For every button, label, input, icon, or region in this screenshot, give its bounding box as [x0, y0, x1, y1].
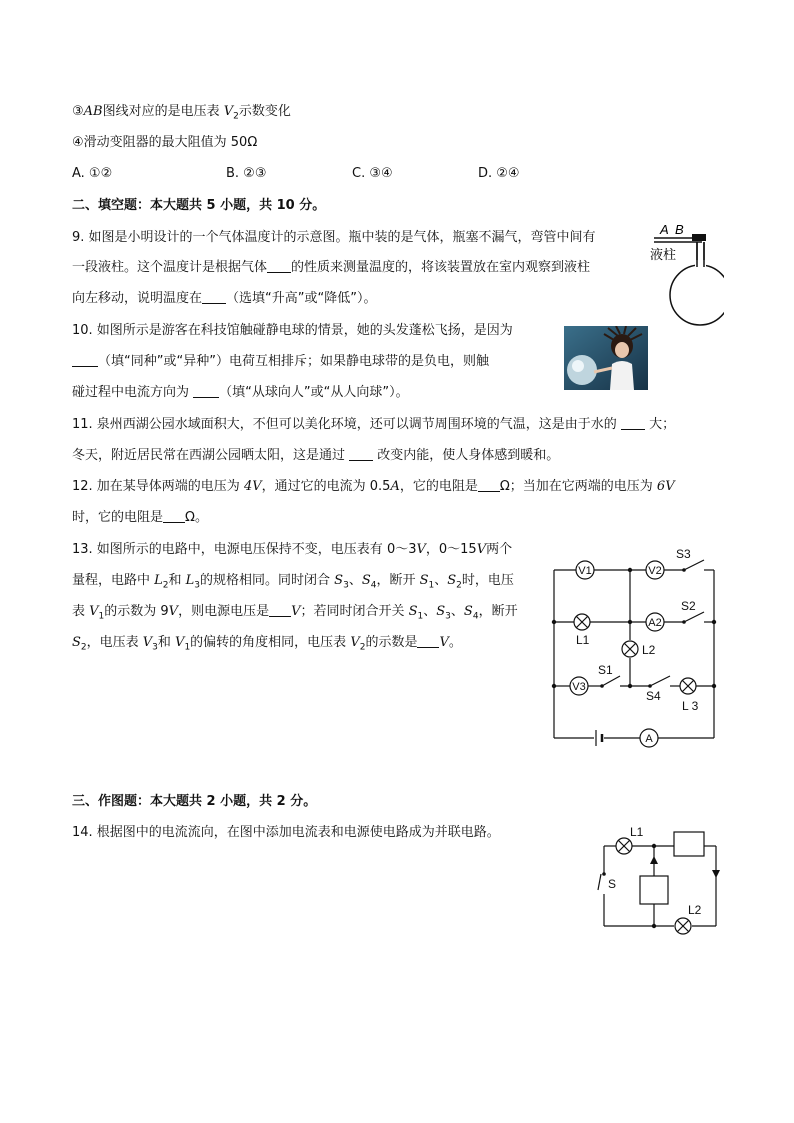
label-l3: L 3 — [682, 699, 699, 713]
q13-line-1: 13. 如图所示的电路中，电源电压保持不变，电压表有 0～3V，0～15V两个 — [72, 542, 513, 557]
q8-option-a: A. ①② — [72, 166, 113, 181]
node — [652, 924, 656, 928]
sub-3: 3 — [343, 580, 349, 591]
node — [652, 844, 656, 848]
switch-s — [598, 874, 601, 890]
sub-1: 1 — [184, 642, 191, 653]
q9-line-2: 一段液柱。这个温度计是根据气体 的性质来测量温度的，将该装置放在室内观察到液柱 — [72, 260, 591, 275]
sub-3: 3 — [152, 642, 158, 653]
switch-pivot — [648, 684, 652, 688]
q8-option-d: D. ②④ — [478, 166, 520, 181]
q8-option-c: C. ③④ — [352, 166, 393, 181]
label-l1: L1 — [630, 825, 644, 839]
q13-blank-1[interactable] — [269, 602, 291, 617]
q12-line-2: 时，它的电阻是 Ω。 — [72, 510, 208, 525]
sub-2: 2 — [162, 580, 169, 591]
q8-option-b: B. ②③ — [226, 166, 267, 181]
body — [610, 361, 634, 390]
q12-blank-1[interactable] — [478, 477, 500, 492]
sub-3: 3 — [445, 611, 451, 622]
node — [552, 620, 556, 624]
node — [712, 684, 716, 688]
label-a: A — [660, 222, 669, 237]
label-v2: V2 — [648, 565, 662, 577]
box-middle — [640, 876, 668, 904]
sub-4: 4 — [472, 611, 479, 622]
section-3-heading: 三、作图题：本大题共 2 小题，共 2 分。 — [72, 794, 317, 809]
node — [628, 684, 632, 688]
gas-thermometer-figure — [640, 222, 724, 326]
label-l2: L2 — [688, 903, 702, 917]
label-v3: V3 — [572, 681, 586, 693]
sub-3: 3 — [194, 580, 201, 591]
ball-highlight — [572, 360, 584, 372]
q9-line-3: 向左移动，说明温度在 （选填“升高”或“降低”）。 — [72, 291, 377, 306]
q11-blank-1[interactable] — [621, 415, 645, 430]
sub-1: 1 — [417, 611, 424, 622]
q10-blank-2[interactable] — [193, 383, 219, 398]
arrow-up-icon — [650, 856, 658, 864]
box-top — [674, 832, 704, 856]
q11-blank-2[interactable] — [349, 446, 373, 461]
sub-1: 1 — [98, 611, 105, 622]
label-s2: S2 — [681, 599, 696, 613]
label-l2: L2 — [642, 643, 656, 657]
q8-item-4: ④滑动变阻器的最大阻值为 50Ω — [72, 135, 258, 150]
switch-s4 — [650, 676, 670, 686]
electrostatic-ball-photo — [564, 326, 648, 390]
node — [552, 684, 556, 688]
sub-2: 2 — [80, 642, 87, 653]
q12-blank-2[interactable] — [163, 508, 185, 523]
q12-line-1: 12. 加在某导体两端的电压为 4V，通过它的电流为 0.5A，它的电阻是 Ω；当加在它两端的电压为 6V — [72, 479, 675, 494]
q10-line-3: 碰过程中电流方向为 （填“从球向人”或“从人向球”）。 — [72, 385, 409, 400]
switch-pivot — [682, 620, 686, 624]
q14-circuit-diagram — [596, 822, 722, 938]
label-s4: S4 — [646, 689, 661, 703]
label-s1: S1 — [598, 663, 613, 677]
q9-blank-2[interactable] — [202, 289, 226, 304]
flask — [670, 265, 724, 325]
label-a2: A2 — [648, 617, 662, 629]
switch-pivot — [600, 684, 604, 688]
label-s3: S3 — [676, 547, 691, 561]
face — [615, 342, 629, 358]
q14-line-1: 14. 根据图中的电流流向，在图中添加电流表和电源使电路成为并联电路。 — [72, 825, 500, 840]
sub-1: 1 — [428, 580, 435, 591]
q10-blank-1[interactable] — [72, 352, 98, 367]
switch-pivot — [682, 568, 686, 572]
switch-s3 — [684, 560, 704, 570]
stopper — [692, 234, 706, 241]
label-l1: L1 — [576, 633, 590, 647]
node — [712, 620, 716, 624]
q10-line-1: 10. 如图所示是游客在科技馆触碰静电球的情景，她的头发蓬松飞扬，是因为 — [72, 323, 513, 338]
switch-s2 — [684, 612, 704, 622]
node — [628, 620, 632, 624]
label-b: B — [675, 222, 684, 237]
arrow-down-icon — [712, 870, 720, 878]
q11-line-2: 冬天，附近居民常在西湖公园晒太阳，这是通过 改变内能，使人身体感到暖和。 — [72, 448, 560, 463]
q13-blank-2[interactable] — [417, 633, 439, 648]
q13-line-4: $S_2$，电压表 $V_3$和 $V_1$的偏转的角度相同，电压表 $V_2$的示数是 V。 — [72, 635, 462, 653]
q9-line-1: 9. 如图是小明设计的一个气体温度计的示意图。瓶中装的是气体，瓶塞不漏气，弯管中间有 — [72, 230, 596, 245]
q13-line-3: 表 $V_1$的示数为 9V，则电源电压是 V；若同时闭合开关 $S_1$、$S_3$、$S_4$，断开 — [72, 604, 518, 622]
section-2-heading: 二、填空题：本大题共 5 小题，共 10 分。 — [72, 198, 326, 213]
switch-s1 — [602, 676, 620, 686]
label-a: A — [645, 733, 653, 745]
switch-pivot — [602, 872, 606, 876]
sub-4: 4 — [370, 580, 377, 591]
label-liquid: 液柱 — [650, 247, 677, 262]
node — [628, 568, 632, 572]
q13-circuit-diagram — [548, 544, 724, 752]
q11-line-1: 11. 泉州西湖公园水域面积大，不但可以美化环境，还可以调节周围环境的气温，这是由于水的 大； — [72, 417, 676, 432]
q10-line-2: （填“同种”或“异种”）电荷互相排斥；如果静电球带的是负电，则触 — [72, 352, 489, 372]
q13-line-2: 量程，电路中 $L_2$和 $L_3$的规格相同。同时闭合 $S_3$、$S_4$，断开 $S_1$、$S_2$时，电压 — [72, 573, 514, 591]
sub-2: 2 — [456, 580, 462, 591]
sub-2: 2 — [359, 642, 366, 653]
label-s: S — [608, 877, 617, 891]
q8-item-3: ③AB图线对应的是电压表 $V_2$示数变化 — [72, 104, 291, 122]
q9-blank-1[interactable] — [267, 258, 291, 273]
label-v1: V1 — [578, 565, 592, 577]
